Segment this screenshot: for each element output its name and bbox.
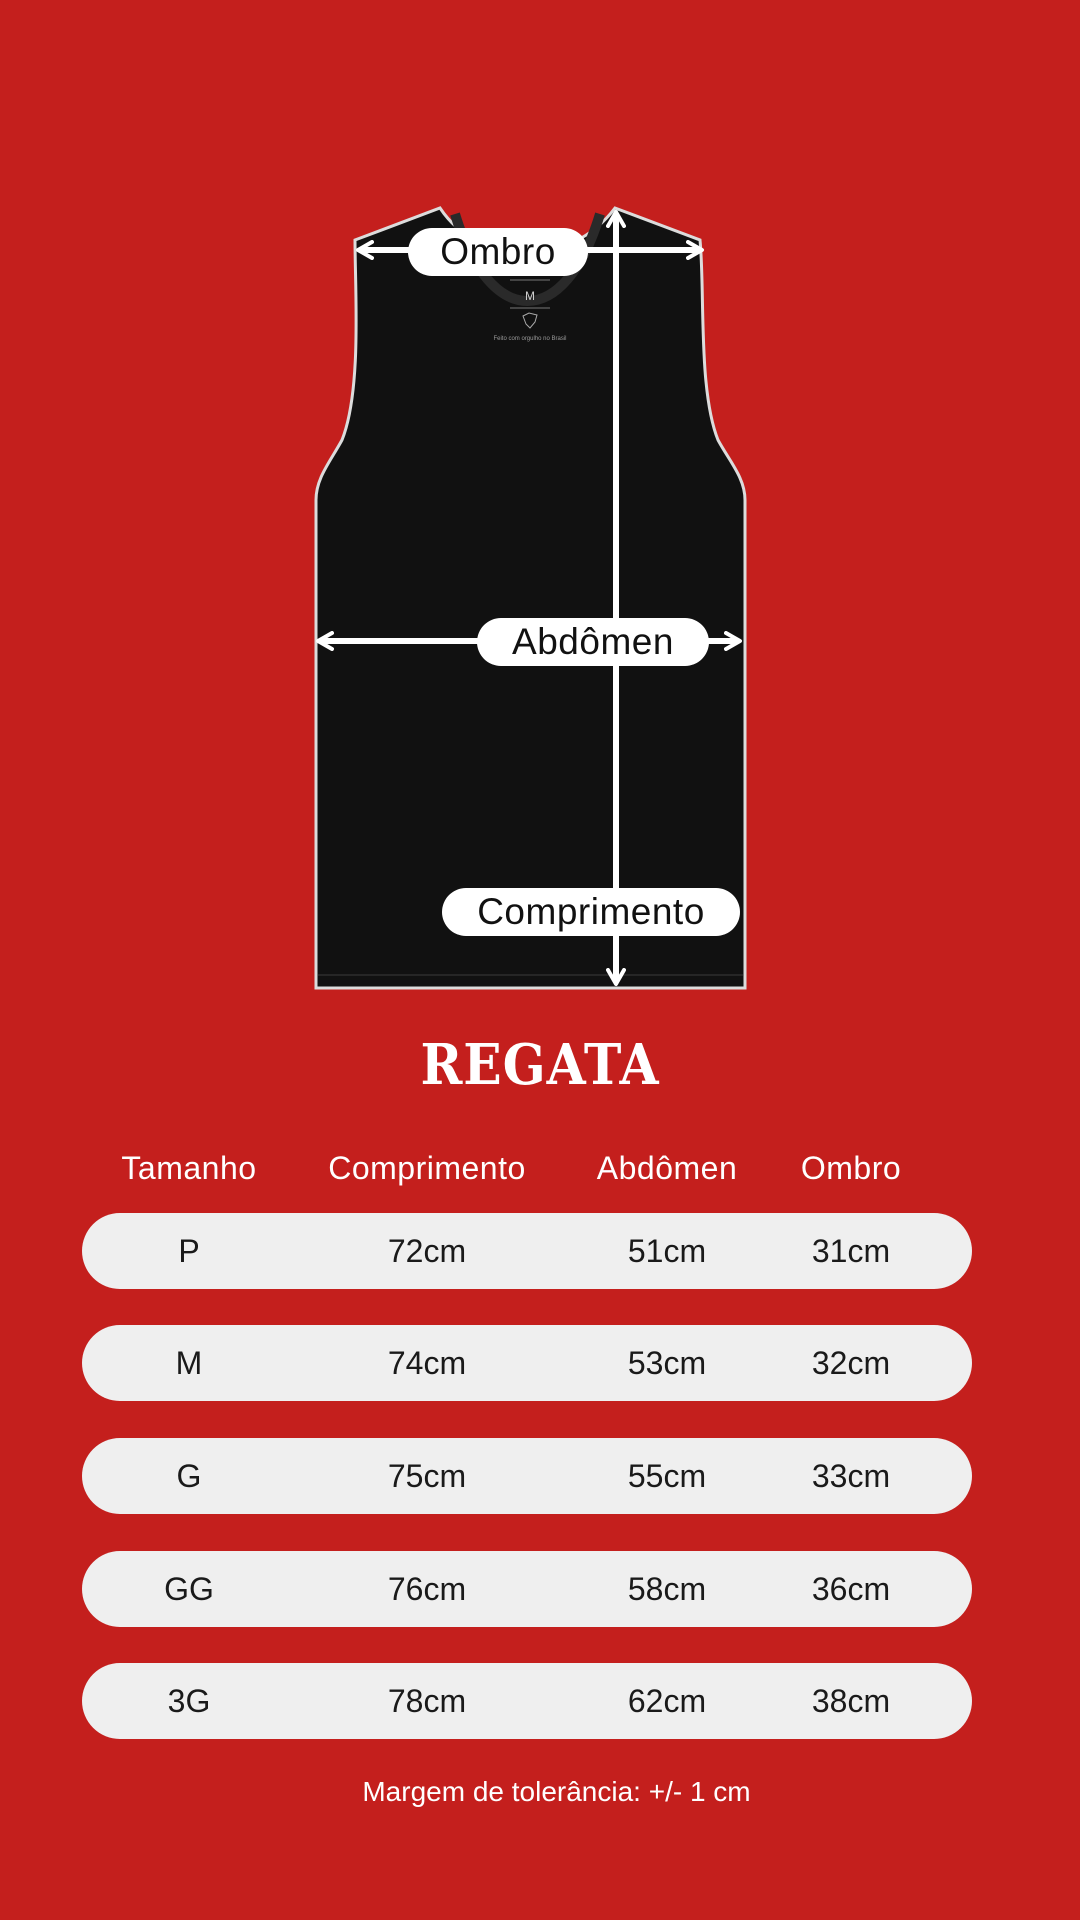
comprimento-cell: 78cm xyxy=(387,1683,467,1719)
page-title: REGATA xyxy=(420,1032,660,1098)
size-cell: GG xyxy=(164,1571,214,1607)
ombro-label: Ombro xyxy=(408,228,588,276)
ombro-cell: 33cm xyxy=(811,1458,891,1494)
abdomen-label: Abdômen xyxy=(477,618,709,666)
ombro-cell: 36cm xyxy=(811,1571,891,1607)
comprimento-cell: 72cm xyxy=(387,1233,467,1269)
abdomen-cell: 51cm xyxy=(627,1233,707,1269)
comprimento-cell: 74cm xyxy=(387,1345,467,1381)
tag-size: M xyxy=(525,289,535,303)
header-comprimento: Comprimento xyxy=(328,1150,526,1186)
comprimento-cell: 76cm xyxy=(387,1571,467,1607)
size-cell: 3G xyxy=(167,1683,211,1719)
table-row xyxy=(82,1438,972,1514)
table-row xyxy=(82,1213,972,1289)
table-row xyxy=(82,1551,972,1627)
tag-text: Feito com orgulho no Brasil xyxy=(493,336,567,342)
header-abdomen: Abdômen xyxy=(596,1150,738,1186)
size-cell: M xyxy=(175,1345,203,1381)
comprimento-label: Comprimento xyxy=(442,888,740,936)
abdomen-cell: 58cm xyxy=(627,1571,707,1607)
abdomen-cell: 53cm xyxy=(627,1345,707,1381)
ombro-cell: 32cm xyxy=(811,1345,891,1381)
header-ombro: Ombro xyxy=(800,1150,902,1186)
abdomen-cell: 62cm xyxy=(627,1683,707,1719)
table-row xyxy=(82,1663,972,1739)
size-cell: G xyxy=(176,1458,202,1494)
header-tamanho: Tamanho xyxy=(121,1150,257,1186)
tolerance-note: Margem de tolerância: +/- 1 cm xyxy=(362,1776,751,1807)
table-row xyxy=(82,1325,972,1401)
size-cell: P xyxy=(178,1233,200,1269)
tank-top-shape xyxy=(316,208,745,988)
comprimento-cell: 75cm xyxy=(387,1458,467,1494)
ombro-cell: 31cm xyxy=(811,1233,891,1269)
ombro-cell: 38cm xyxy=(811,1683,891,1719)
abdomen-cell: 55cm xyxy=(627,1458,707,1494)
